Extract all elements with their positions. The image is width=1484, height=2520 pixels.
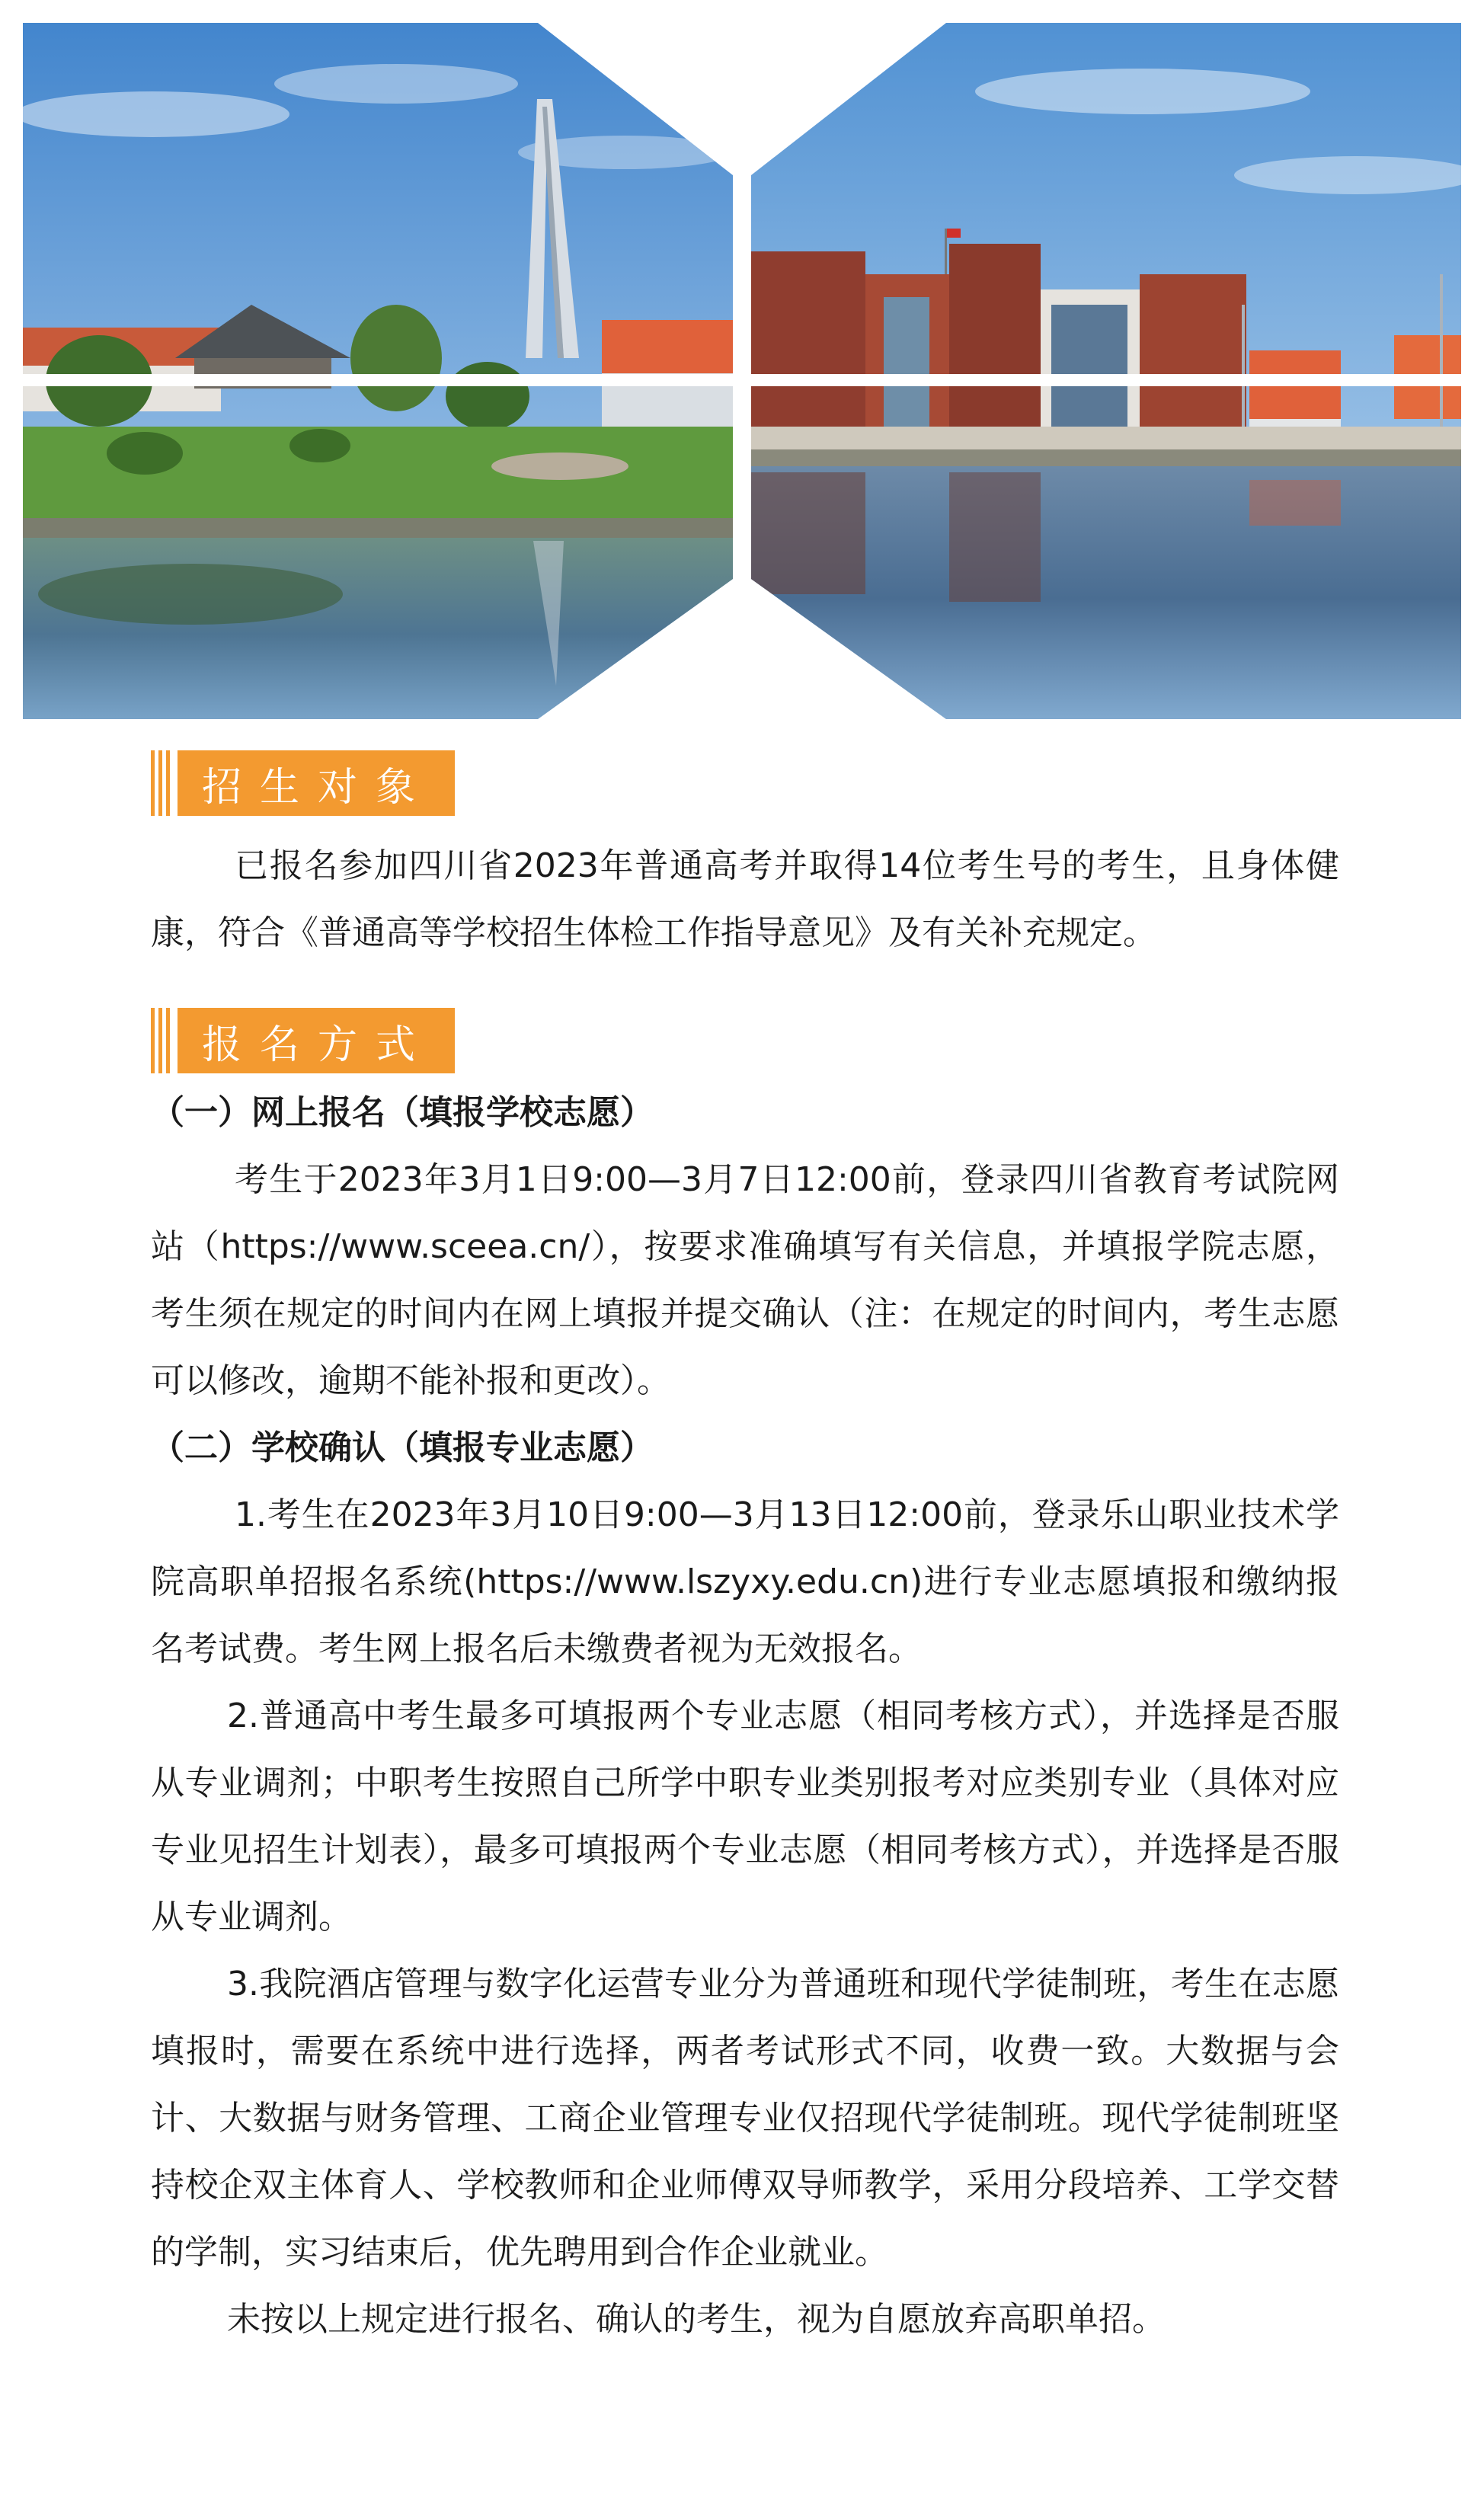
section-title-method: 报名方式 (178, 1008, 455, 1073)
online-registration-title: （一）网上报名（填报学校志愿） (151, 1093, 654, 1132)
school-confirm-title: （二）学校确认（填报专业志愿） (151, 1428, 654, 1467)
hero-banner (0, 0, 1484, 731)
content-area (151, 750, 1339, 2353)
confirm-item-3: 3.我院酒店管理与数字化运营专业分为普通班和现代学徒制班，考生在志愿填报时，需要在系统中进行选择，两者考试形式不同，收费一致。大数据与会计、大数据与财务管理、工商企业管理专业仅招现代学徒制班。现代学徒制班坚持校企双主体育人、学校教师和企业师傅双导师教学，采用分段培养、工学交替的学制，实习结束后，优先聘用到合作企业就业。 (151, 1965, 1339, 2272)
section-header-method (151, 1008, 463, 1073)
header-accent-bars (151, 750, 170, 816)
target-paragraph: 已报名参加四川省2023年普通高考并取得14位考生号的考生，且身体健康，符合《普通高等学校招生体检工作指导意见》及有关补充规定。 (151, 846, 1339, 952)
confirm-note: 未按以上规定进行报名、确认的考生，视为自愿放弃高职单招。 (227, 2300, 1166, 2339)
collage-divider (0, 374, 1484, 386)
header-accent-bars (151, 1008, 170, 1073)
confirm-item-1: 1.考生在2023年3月10日9:00—3月13日12:00前，登录乐山职业技术学院高职单招报名系统(https://www.lszyxy.edu.cn)进行专业志愿填报和缴纳报名考试费。考生网上报名后未缴费者视为无效报名。 (151, 1495, 1339, 1668)
confirm-item-2: 2.普通高中考生最多可填报两个专业志愿（相同考核方式），并选择是否服从专业调剂；中职考生按照自己所学中职专业类别报考对应类别专业（具体对应专业见招生计划表），最多可填报两个专业志愿（相同考核方式），并选择是否服从专业调剂。 (151, 1697, 1339, 1936)
online-registration-paragraph: 考生于2023年3月1日9:00—3月7日12:00前，登录四川省教育考试院网站（https://www.sceea.cn/），按要求准确填写有关信息，并填报学院志愿，考生须在规定的时间内在网上填报并提交确认（注：在规定的时间内，考生志愿可以修改，逾期不能补报和更改）。 (151, 1160, 1339, 1400)
section-title-target: 招生对象 (178, 750, 455, 816)
hero-collage (0, 0, 1484, 731)
campus-lake-tower-photo (0, 0, 747, 731)
section-header-target (151, 750, 463, 816)
campus-building-reflection-photo (737, 0, 1484, 731)
